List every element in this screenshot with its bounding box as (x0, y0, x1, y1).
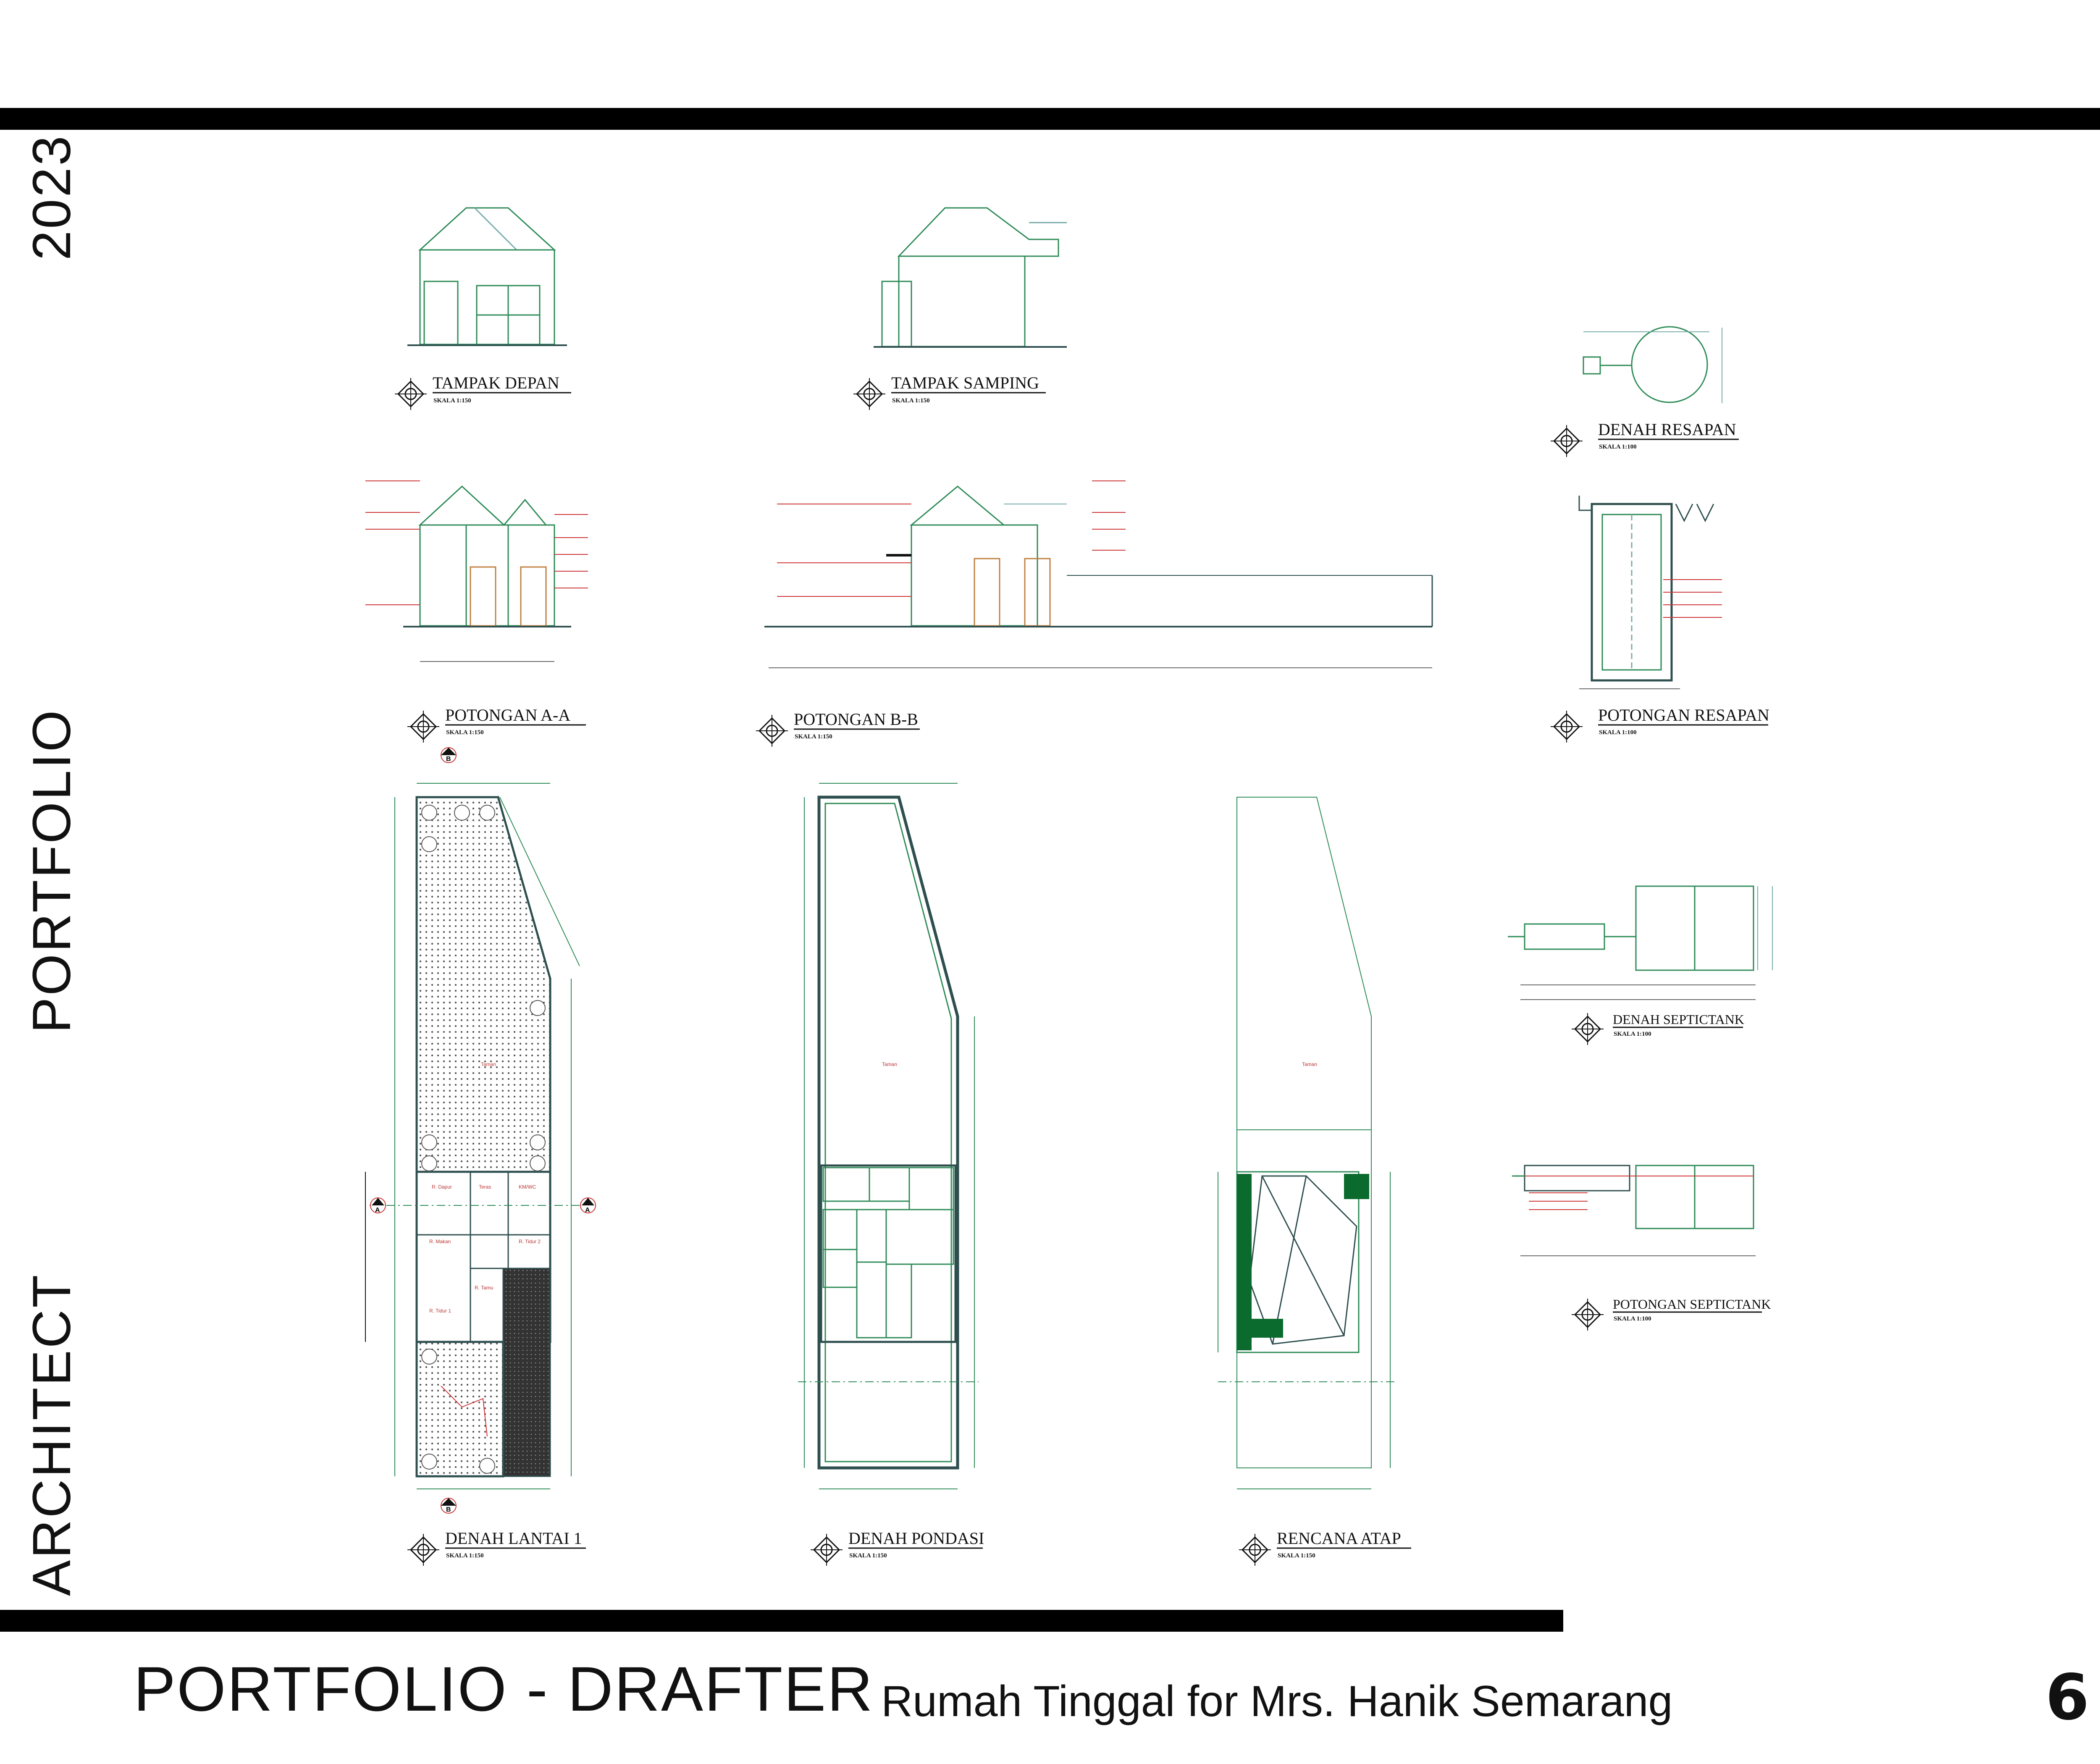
section-marker-b-bottom (441, 1498, 456, 1513)
potongan-bb-drawing (764, 481, 1432, 668)
footer-title: PORTFOLIO - DRAFTER (134, 1654, 874, 1724)
svg-text:R. Makan: R. Makan (429, 1239, 451, 1244)
tampak-samping-drawing (874, 208, 1067, 347)
tampak-depan-scale: SKALA 1:150 (433, 397, 471, 404)
denah-pondasi-label (811, 1529, 984, 1566)
denah-pondasi-title: DENAH PONDASI (848, 1529, 984, 1548)
sidebar-year: 2023 (22, 134, 82, 260)
rencana-atap-title: RENCANA ATAP (1277, 1529, 1401, 1548)
section-marker-b-top (441, 748, 456, 763)
svg-text:Teras: Teras (479, 1184, 491, 1190)
denah-resapan-label (1551, 420, 1739, 457)
tampak-samping-label (853, 373, 1046, 410)
tampak-samping-scale: SKALA 1:150 (892, 397, 930, 404)
potongan-septictank-drawing (1512, 1166, 1756, 1256)
sidebar-architect: ARCHITECT (22, 1273, 82, 1596)
svg-text:R. Tidur 2: R. Tidur 2 (519, 1239, 541, 1244)
denah-resapan-drawing (1583, 327, 1722, 403)
bottom-border-bar (0, 1610, 1563, 1632)
potongan-resapan-scale: SKALA 1:100 (1599, 729, 1637, 736)
svg-text:B: B (446, 1506, 451, 1513)
potongan-resapan-label (1551, 706, 1769, 743)
potongan-resapan-title: POTONGAN RESAPAN (1598, 706, 1769, 724)
sidebar-portfolio: PORTFOLIO (22, 708, 82, 1033)
potongan-bb-label (756, 710, 920, 747)
potongan-bb-scale: SKALA 1:150 (795, 733, 832, 740)
denah-resapan-title: DENAH RESAPAN (1598, 420, 1736, 439)
rencana-atap-label (1239, 1529, 1411, 1566)
svg-text:KM/WC: KM/WC (519, 1184, 536, 1190)
page-number: 6 (2045, 1661, 2090, 1734)
potongan-aa-label (407, 706, 586, 743)
denah-pondasi-drawing (798, 783, 979, 1489)
svg-text:R. Tidur 1: R. Tidur 1 (429, 1308, 452, 1314)
potongan-aa-drawing (365, 481, 588, 662)
svg-text:A: A (375, 1207, 380, 1214)
denah-resapan-scale: SKALA 1:100 (1599, 444, 1637, 450)
potongan-septictank-title: POTONGAN SEPTICTANK (1613, 1297, 1771, 1312)
tampak-samping-title: TAMPAK SAMPING (891, 373, 1040, 392)
svg-text:B: B (446, 756, 451, 763)
denah-septictank-title: DENAH SEPTICTANK (1613, 1012, 1744, 1027)
footer-subtitle: Rumah Tinggal for Mrs. Hanik Semarang (881, 1677, 1673, 1726)
section-marker-a-right (580, 1198, 596, 1214)
denah-septictank-label (1572, 1012, 1744, 1045)
potongan-bb-title: POTONGAN B-B (794, 710, 918, 729)
denah-lantai-scale: SKALA 1:150 (446, 1552, 484, 1559)
potongan-resapan-drawing (1579, 496, 1722, 689)
tampak-depan-title: TAMPAK DEPAN (433, 373, 559, 392)
tampak-depan-label (395, 373, 571, 410)
potongan-septictank-scale: SKALA 1:100 (1614, 1315, 1651, 1322)
denah-septictank-scale: SKALA 1:100 (1614, 1031, 1651, 1037)
denah-lantai-label (407, 1529, 586, 1566)
svg-text:A: A (585, 1207, 590, 1214)
rencana-atap-taman-label: Taman (1302, 1061, 1318, 1067)
denah-pondasi-taman-label: Taman (882, 1061, 898, 1067)
potongan-aa-title: POTONGAN A-A (445, 706, 571, 724)
svg-text:R. Dapur: R. Dapur (432, 1184, 452, 1190)
svg-text:Taman: Taman (481, 1061, 496, 1067)
tampak-depan-drawing (407, 208, 567, 345)
potongan-septictank-label (1572, 1297, 1771, 1331)
rencana-atap-scale: SKALA 1:150 (1278, 1552, 1315, 1559)
denah-lantai-title: DENAH LANTAI 1 (445, 1529, 582, 1548)
denah-pondasi-scale: SKALA 1:150 (849, 1552, 887, 1559)
svg-text:R. Tamu: R. Tamu (475, 1285, 494, 1291)
potongan-aa-scale: SKALA 1:150 (446, 729, 484, 736)
denah-lantai-drawing (365, 783, 588, 1489)
section-marker-a-left (370, 1198, 386, 1214)
denah-septictank-drawing (1508, 886, 1772, 1000)
rencana-atap-drawing (1218, 797, 1394, 1489)
